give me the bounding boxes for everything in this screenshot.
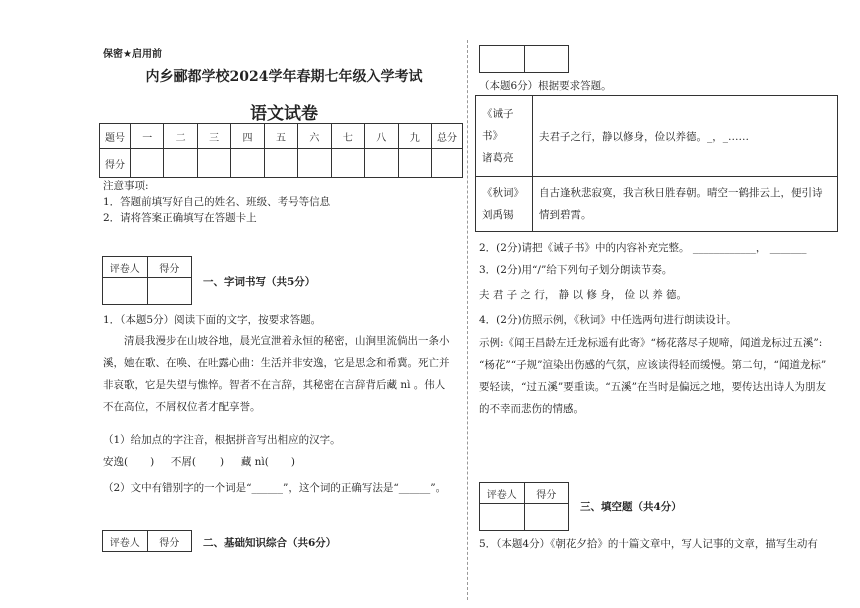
question-2: 2．(2分)请把《诫子书》中的内容补充完整。 ____________， _______ <box>479 242 807 254</box>
passage-line: 清晨我漫步在山坡谷地，晨光宣泄着永恒的秘密，山涧里流倘出一条小 <box>124 335 450 347</box>
exam-subtitle: 语文试卷 <box>250 104 318 124</box>
score-cell <box>131 149 164 178</box>
score-table <box>99 123 463 178</box>
score-cell: 八 <box>365 124 398 149</box>
score-cell <box>231 149 264 178</box>
score-cell <box>164 149 197 178</box>
note-item: 2．请将答案正确填写在答题卡上 <box>103 212 257 224</box>
grader-score-label: 得分 <box>147 531 192 552</box>
question-3: 3．(2分)用“/”给下列句子划分朗读节奏。 <box>479 264 673 276</box>
poem-table <box>475 95 838 232</box>
poem-source: 《秋词》 刘禹锡 <box>476 177 533 232</box>
question-5: 5．（本题4分）《朝花夕拾》的十篇文章中，写人记事的文章，描写生动有 <box>479 538 818 550</box>
score-cell <box>331 149 364 178</box>
score-cell: 一 <box>131 124 164 149</box>
grader-cell <box>524 504 569 531</box>
section1-heading: 一、字词书写（共5分） <box>203 276 316 288</box>
sub-question-1: （1）给加点的字注音，根据拼音写出相应的汉字。 <box>103 434 341 446</box>
example-line: 示例:《闻王昌龄左迁龙标遥有此寄》“杨花落尽子规啼，闻道龙标过五溪”: <box>479 337 823 349</box>
notes-title: 注意事项: <box>103 180 149 192</box>
pinyin-item-close: ) <box>220 456 225 468</box>
passage <box>103 330 463 418</box>
grader-reviewer-label: 评卷人 <box>103 531 148 552</box>
exam-title: 内乡郦都学校2024学年春期七年级入学考试 <box>145 69 423 85</box>
grader-score-label: 得分 <box>524 483 569 504</box>
example-line: 的不幸而悲伤的情感。 <box>479 403 584 415</box>
poem-source: 《诫子 书》 诸葛亮 <box>476 96 533 177</box>
example-line: “杨花”“子规”渲染出伤感的气氛，应该读得轻而缓慢。第二句，“闻道龙标” <box>479 359 827 371</box>
passage-line: 溪，她在歌、在唤、在吐露心曲：生活并非安逸，它是思念和希冀。死亡并 <box>103 357 450 369</box>
passage-line: 非哀歌，它是失望与憔悴。智者不在言辞，其秘密在言辞背后藏 nì 。伟人 <box>103 379 446 391</box>
question-4: 4．(2分)仿照示例，《秋词》中任选两句进行朗读设计。 <box>479 314 737 326</box>
score-cell <box>432 149 463 178</box>
score-cell: 九 <box>398 124 432 149</box>
grader-cell <box>103 278 148 305</box>
column-divider <box>467 40 468 600</box>
note-item: 1．答题前填写好自己的姓名、班级、考号等信息 <box>103 196 331 208</box>
grader-cell <box>480 46 525 73</box>
pinyin-item-close: ) <box>290 456 295 468</box>
poem-text: 夫君子之行，静以修身，俭以养德。_，_…… <box>533 96 838 177</box>
score-cell <box>365 149 398 178</box>
passage-line: 不在高位，不屑权位者才配享誉。 <box>103 401 261 413</box>
grader-score-label: 得分 <box>147 257 192 278</box>
score-cell: 七 <box>331 124 364 149</box>
score-cell: 得分 <box>100 149 131 178</box>
pinyin-item-close: ) <box>150 456 155 468</box>
grader-box-empty <box>479 45 569 73</box>
grader-box <box>102 256 192 305</box>
question-3-sentence: 夫 君 子 之 行， 静 以 修 身， 俭 以 养 德。 <box>479 289 688 301</box>
score-cell <box>398 149 432 178</box>
sub-question-1-items <box>103 454 295 470</box>
grader-box <box>102 530 192 552</box>
grader-cell <box>480 504 525 531</box>
score-cell: 题号 <box>100 124 131 149</box>
grader-reviewer-label: 评卷人 <box>103 257 148 278</box>
pinyin-item-label: 藏 nì( <box>240 456 269 468</box>
grader-box <box>479 482 569 531</box>
score-cell: 六 <box>298 124 331 149</box>
grader-cell <box>147 278 192 305</box>
pinyin-item-label: 安逸( <box>103 456 129 468</box>
poem-row <box>476 96 838 177</box>
score-cell: 五 <box>264 124 297 149</box>
sub-question-2: （2）文中有错别字的一个词是“______”，这个词的正确写法是“______”。 <box>103 482 447 494</box>
score-cell: 四 <box>231 124 264 149</box>
score-cell: 二 <box>164 124 197 149</box>
score-cell: 三 <box>197 124 230 149</box>
confidential-label: 保密★启用前 <box>103 49 162 60</box>
score-table-score-row <box>100 149 463 178</box>
pinyin-item-label: 不屑( <box>170 456 197 468</box>
question1-intro: 1．（本题5分）阅读下面的文字，按要求答题。 <box>103 314 322 326</box>
poem-row <box>476 177 838 232</box>
score-cell: 总分 <box>432 124 463 149</box>
section3-heading: 三、填空题（共4分） <box>580 501 682 513</box>
grader-reviewer-label: 评卷人 <box>480 483 525 504</box>
score-cell <box>298 149 331 178</box>
example-line: 要轻读，“过五溪”要重读。“五溪”在当时是偏远之地，要传达出诗人为朋友 <box>479 381 826 393</box>
question-4-example <box>479 332 839 420</box>
section2-heading: 二、基础知识综合（共6分） <box>203 537 337 549</box>
score-table-header-row <box>100 124 463 149</box>
poem-text: 自古逢秋悲寂寞，我言秋日胜春朝。晴空一鹤排云上，便引诗 情到碧霄。 <box>533 177 838 232</box>
score-cell <box>264 149 297 178</box>
right-question-intro: （本题6分）根据要求答题。 <box>479 80 612 92</box>
score-cell <box>197 149 230 178</box>
grader-cell <box>524 46 569 73</box>
